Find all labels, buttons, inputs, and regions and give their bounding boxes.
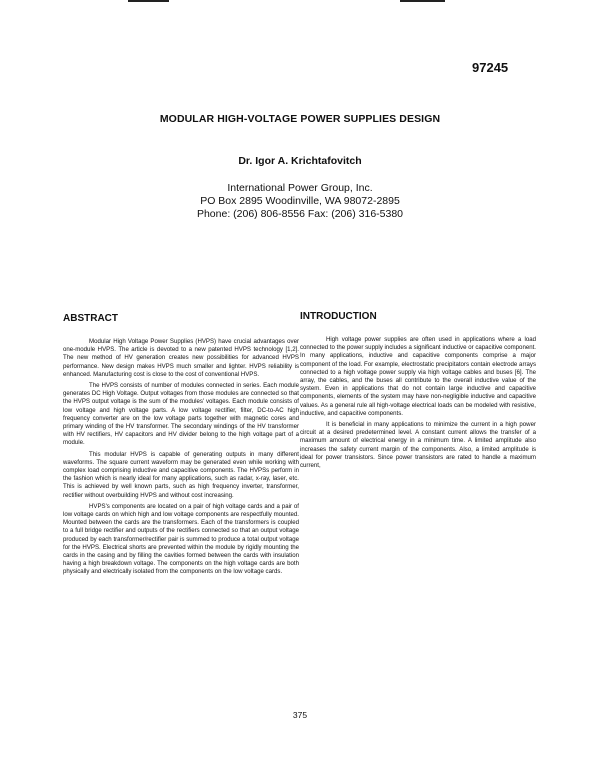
- abstract-paragraph: HVPS's components are located on a pair of high voltage cards and a pair of low voltage cards on which high and low voltage components are respectfully mounted. Mounted between the cards are the transformers. Each of the transformers is coupled to a full bridge rectifier and outputs of the rectifiers connected so that an output voltage produced by each transformer/rectifier pair is summed to produce a total output voltage for the HVPS. Electrical shorts are prevented within the module by rigidly mounting the cards in the casing and by filling the cavities formed between the cards with insulation having a high breakdown voltage. The components on the high voltage cards are both physically and electrically isolated from the components on the low voltage cards.: [63, 502, 299, 576]
- right-column: [300, 311, 536, 473]
- abstract-paragraph: Modular High Voltage Power Supplies (HVPS) have crucial advantages over one-module HVPS. The article is devoted to a new patented HVPS technology [1,2]. The new method of HV generation creates new possibilities for advanced HVPS performance. New design makes HVPS much smaller and lighter. HVPS reliability is enhanced. Manufacturing cost is close to the cost of conventional HVPS.: [63, 338, 299, 378]
- heading-gap: [63, 330, 299, 338]
- introduction-paragraph: High voltage power supplies are often used in applications where a load connected to the power supply includes a significant inductive or capacitive component. In many applications, inductive and capacitive components comprise a major component of the load. For example, electrostatic precipitators contain electrode arrays connected to a high voltage power supply via high voltage cables and buses [6]. The array, the cables, and the buses all contribute to the overall inductive value of the system. Even in applications that do not contain large inductive and capacitive components, elements of the system may have non-negligible inductive and capacitive values. As a general rule all high-voltage electrical loads can be modeled with resistive, inductive, and capacitive components.: [300, 336, 536, 417]
- affiliation-address: PO Box 2895 Woodinville, WA 98072-2895: [200, 195, 400, 207]
- author-name: Dr. Igor A. Krichtafovitch: [238, 155, 362, 167]
- paper-title: MODULAR HIGH-VOLTAGE POWER SUPPLIES DESIGN: [159, 113, 441, 125]
- introduction-paragraph: It is beneficial in many applications to minimize the current in a high power circuit at a desired predetermined level. A constant current allows the transfer of a maximum amount of electrical energy in a minimum time. A limited amplitude also increases the safety current margin of the components. Also, a limited amplitude is ideal for power transistors. Since power transistors are rated to handle a maximum current,: [300, 421, 536, 470]
- affiliation-org: International Power Group, Inc.: [227, 182, 373, 194]
- left-column: [63, 313, 299, 580]
- header-rule-right: [400, 0, 445, 2]
- abstract-paragraph: The HVPS consists of number of modules connected in series. Each module generates DC High Voltage. Output voltages from those modules are connected so that the HVPS output voltage is the sum of the modules' voltages. Each module consists of low voltage and high voltage parts. A low voltage rectifier, filter, DC-to-AC high frequency converter are on the low voltage parts together with magnetic cores and primary winding of the HV transformer. The secondary windings of the HV transformer with HV rectifiers, HV capacitors and HV divider belong to the high voltage part of a module.: [63, 382, 299, 447]
- abstract-heading: ABSTRACT: [63, 313, 118, 324]
- heading-gap: [300, 328, 536, 336]
- document-number: 97245: [472, 60, 509, 75]
- page-number: 375: [292, 710, 308, 720]
- affiliation-phone: Phone: (206) 806-8556 Fax: (206) 316-5380: [196, 208, 404, 220]
- introduction-heading: INTRODUCTION: [300, 311, 377, 322]
- abstract-paragraph: This modular HVPS is capable of generating outputs in many different waveforms. The square current waveform may be generated even while working with complex load comprising inductive and capacitive components. The HVPSs perform in the fashion which is nearly ideal for many applications, such as radar, x-ray, laser, etc. This is achieved by well known parts, such as high frequency inverter, transformer, rectifier without overbuilding HVPS and without cost increasing.: [63, 450, 299, 499]
- header-rule-left: [128, 0, 169, 2]
